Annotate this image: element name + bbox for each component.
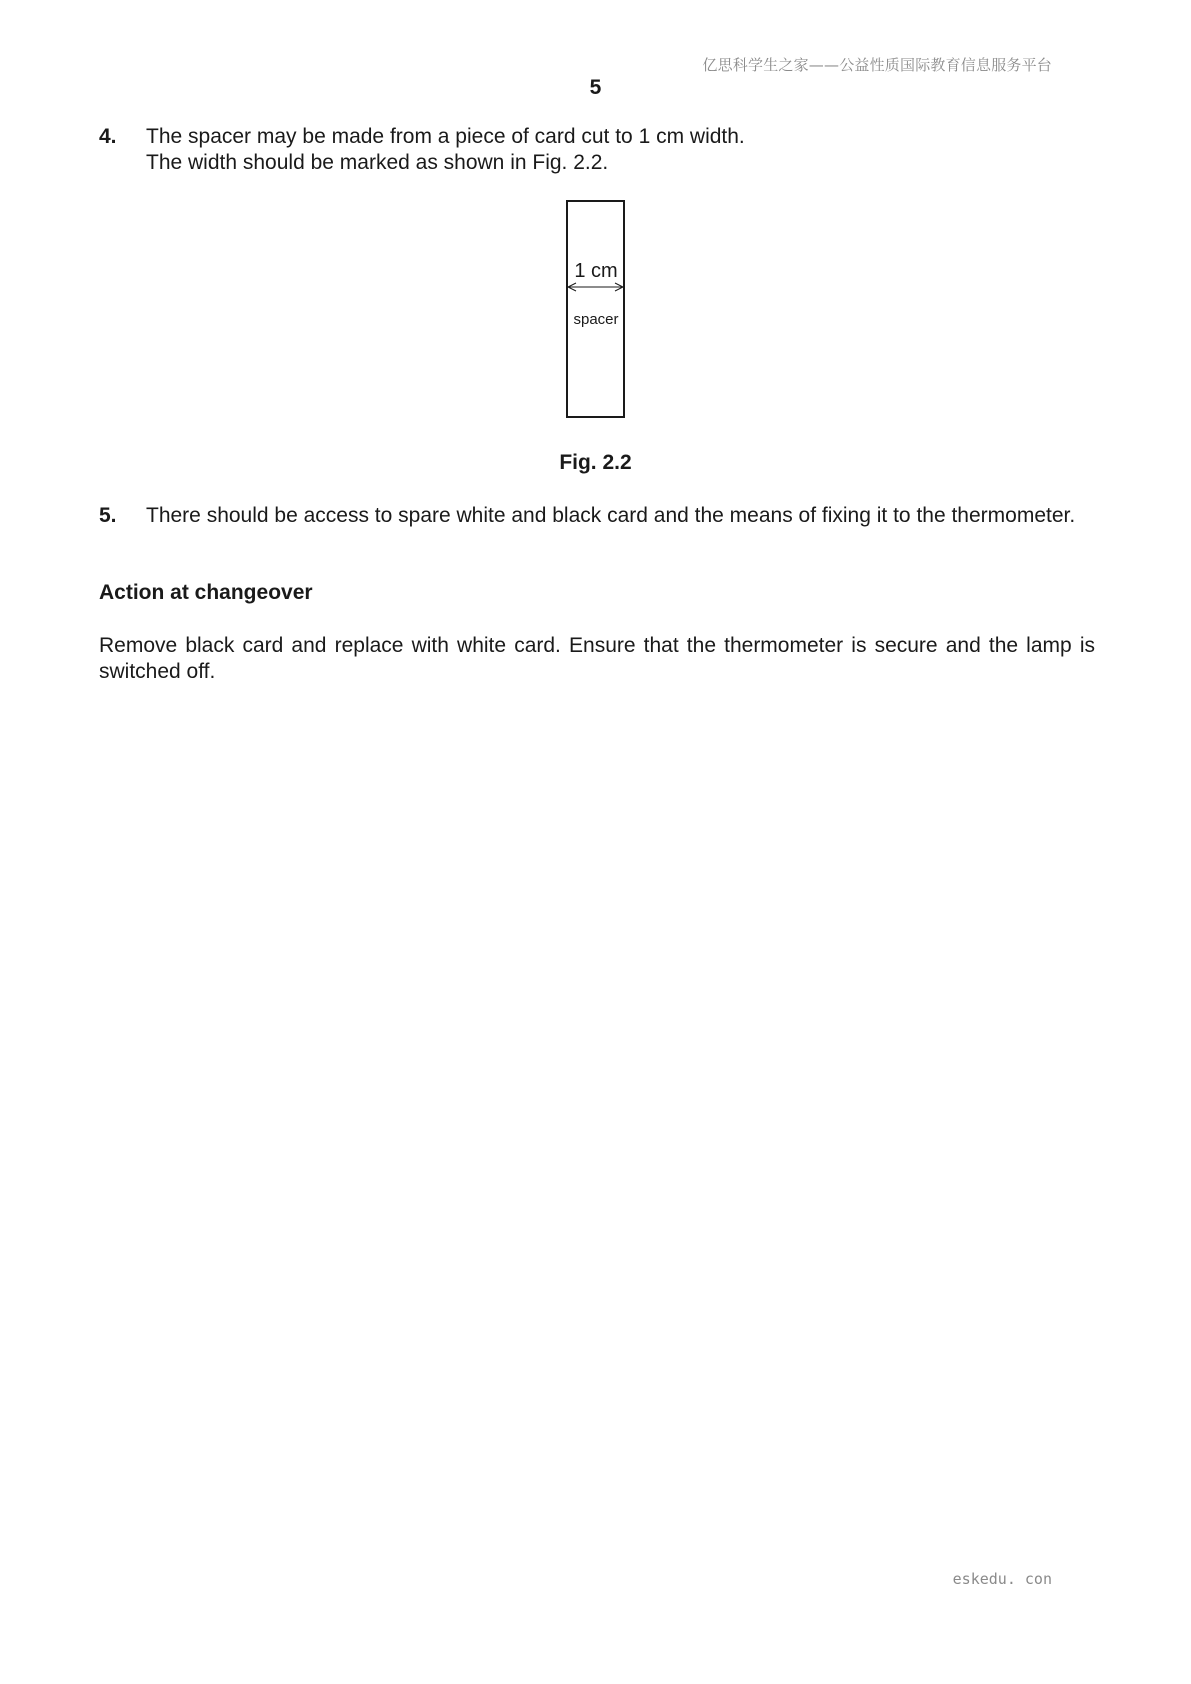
dimension-label: 1 cm bbox=[574, 260, 618, 282]
spacer-figure bbox=[566, 200, 626, 420]
item-text bbox=[146, 124, 1095, 176]
spacer-outline bbox=[567, 201, 624, 417]
item-text bbox=[146, 503, 1095, 529]
section-body: Remove black card and replace with white card. Ensure that the thermometer is secure and the lamp is switched off. bbox=[99, 634, 1095, 683]
item-line: The width should be marked as shown in Fig. 2.2. bbox=[146, 151, 609, 174]
instruction-item-4 bbox=[99, 124, 1095, 176]
instruction-item-5 bbox=[99, 503, 1095, 529]
item-number: 4. bbox=[99, 125, 117, 148]
header-watermark: 亿思科学生之家——公益性质国际教育信息服务平台 bbox=[702, 56, 1052, 74]
item-line: There should be access to spare white and black card and the means of fixing it to the thermometer. bbox=[146, 504, 1076, 527]
item-line: The spacer may be made from a piece of card cut to 1 cm width. bbox=[146, 125, 745, 148]
page-number: 5 bbox=[589, 76, 602, 99]
item-number: 5. bbox=[99, 504, 117, 527]
footer-watermark: eskedu. con bbox=[952, 1570, 1052, 1588]
section-heading: Action at changeover bbox=[99, 581, 313, 604]
spacer-diagram bbox=[566, 200, 626, 420]
spacer-label: spacer bbox=[573, 311, 619, 328]
figure-caption: Fig. 2.2 bbox=[559, 451, 632, 474]
